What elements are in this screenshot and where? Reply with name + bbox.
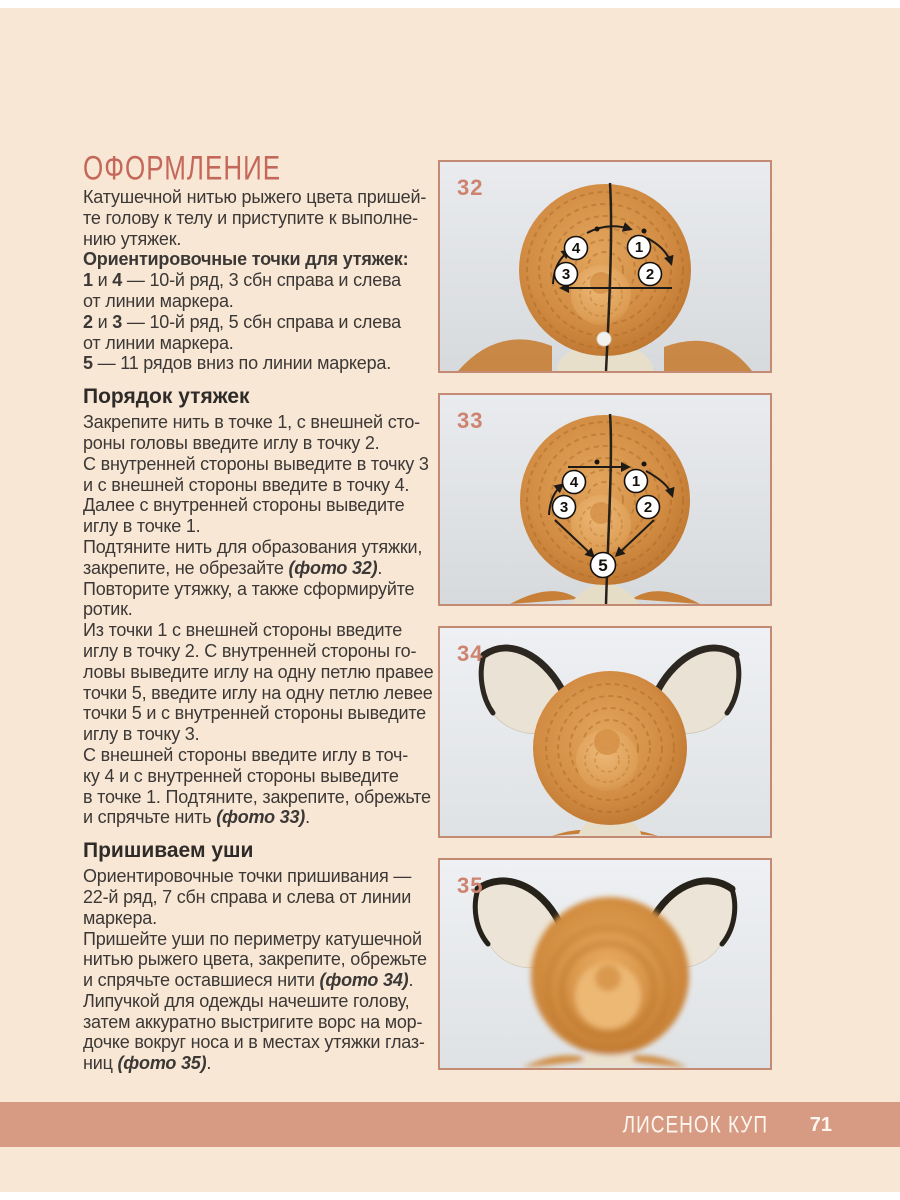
- footer-chapter-title: [623, 1102, 768, 1147]
- section-tightening-body: [83, 412, 437, 828]
- text-line: нитью рыжего цвета, закрепите, обрежьте: [83, 949, 427, 970]
- badge-3: 3: [559, 499, 569, 516]
- text-line: Пришейте уши по периметру катушечной: [83, 928, 422, 949]
- text-line: Ориентировочные точки для утяжек:: [83, 249, 409, 270]
- text-line: ниц (фото 35).: [83, 1053, 212, 1074]
- photo-33-image: [440, 395, 770, 604]
- text-line: и с внешней стороны введите в точку 4.: [83, 474, 410, 495]
- text-line: Липучкой для одежды начешите голову,: [83, 990, 410, 1011]
- photo-number: 33: [457, 408, 484, 433]
- text-line: и спрячьте нить (фото 33).: [83, 807, 310, 828]
- subsection-title: Пришиваем уши: [83, 839, 254, 863]
- text-line: Катушечной нитью рыжего цвета пришей-: [83, 187, 427, 207]
- photo-number: 34: [457, 641, 484, 666]
- text-line: иглу в точку 2. С внутренней стороны го-: [83, 640, 417, 661]
- photo-32: [438, 160, 772, 373]
- text-line: иглу в точку 3.: [83, 724, 200, 745]
- subsection-title: Порядок утяжек: [83, 385, 250, 409]
- photo-35-image: [440, 860, 770, 1068]
- text-line: маркера.: [83, 907, 157, 928]
- photo-35: [438, 858, 772, 1070]
- text-line: точки 5, введите иглу на одну петлю левее: [83, 682, 433, 703]
- section-title-text: ОФОРМЛЕНИЕ: [83, 148, 282, 188]
- text-line: Далее с внутренней стороны выведите: [83, 495, 405, 516]
- badge-2: 2: [643, 499, 653, 516]
- text-line: те голову к телу и приступите к выполне-: [83, 207, 418, 228]
- section-ears-body: [83, 866, 437, 1074]
- footer-bar: [0, 1102, 900, 1147]
- text-line: Ориентировочные точки пришивания —: [83, 866, 412, 887]
- badge-4: 4: [569, 474, 579, 491]
- photo-number: 32: [457, 175, 484, 200]
- badge-3: 3: [561, 266, 571, 283]
- photo-33: [438, 393, 772, 606]
- pin-marker: [597, 332, 611, 346]
- text-line: Подтяните нить для образования утяжки,: [83, 536, 423, 557]
- section-finishing-body: [83, 187, 437, 374]
- photo-34: [438, 626, 772, 838]
- badge-1: 1: [631, 473, 641, 490]
- text-line: С внутренней стороны выведите в точку 3: [83, 453, 429, 474]
- text-line: 2 и 3 — 10-й ряд, 5 сбн справа и слева: [83, 311, 401, 332]
- text-line: 22-й ряд, 7 сбн справа и слева от линии: [83, 886, 412, 907]
- badge-5: 5: [598, 556, 608, 575]
- text-line: Из точки 1 с внешней стороны введите: [83, 620, 403, 641]
- text-line: Закрепите нить в точке 1, с внешней сто-: [83, 412, 420, 433]
- text-line: Повторите утяжку, а также сформируйте: [83, 578, 415, 599]
- book-page: [0, 8, 900, 1192]
- badge-1: 1: [634, 239, 644, 256]
- badge-4: 4: [571, 240, 581, 257]
- text-line: и спрячьте оставшиеся нити (фото 34).: [83, 970, 414, 991]
- text-line: ротик.: [83, 599, 133, 620]
- text-line: дочке вокруг носа и в местах утяжки глаз-: [83, 1032, 425, 1053]
- text-line: 1 и 4 — 10-й ряд, 3 сбн справа и слева: [83, 270, 401, 291]
- instruction-column: [83, 148, 437, 1074]
- photo-number: 35: [457, 873, 484, 898]
- text-line: роны головы введите иглу в точку 2.: [83, 432, 380, 453]
- badge-2: 2: [645, 266, 655, 283]
- text-line: затем аккуратно выстригите ворс на мор-: [83, 1011, 423, 1032]
- text-line: от линии маркера.: [83, 332, 234, 353]
- text-line: закрепите, не обрезайте (фото 32).: [83, 557, 383, 578]
- text-line: точки 5 и с внутренней стороны выведите: [83, 703, 426, 724]
- fox-head: [519, 184, 691, 356]
- footer-chapter-text: ЛИСЕНОК КУП: [622, 1112, 768, 1139]
- text-line: ку 4 и с внутренней стороны выведите: [83, 765, 399, 786]
- section-title-decor: [83, 148, 437, 187]
- text-line: от линии маркера.: [83, 290, 234, 311]
- text-line: С внешней стороны введите иглу в точ-: [83, 744, 408, 765]
- text-line: в точке 1. Подтяните, закрепите, обрежьте: [83, 786, 431, 807]
- footer-page-number: 71: [809, 1114, 832, 1136]
- photo-32-image: [440, 162, 770, 371]
- text-line: нию утяжек.: [83, 228, 182, 249]
- photo-34-image: [440, 628, 770, 836]
- text-line: иглу в точке 1.: [83, 516, 201, 537]
- text-line: ловы выведите иглу на одну петлю правее: [83, 661, 434, 682]
- fox-head: [533, 671, 687, 825]
- text-line: 5 — 11 рядов вниз по линии маркера.: [83, 353, 392, 374]
